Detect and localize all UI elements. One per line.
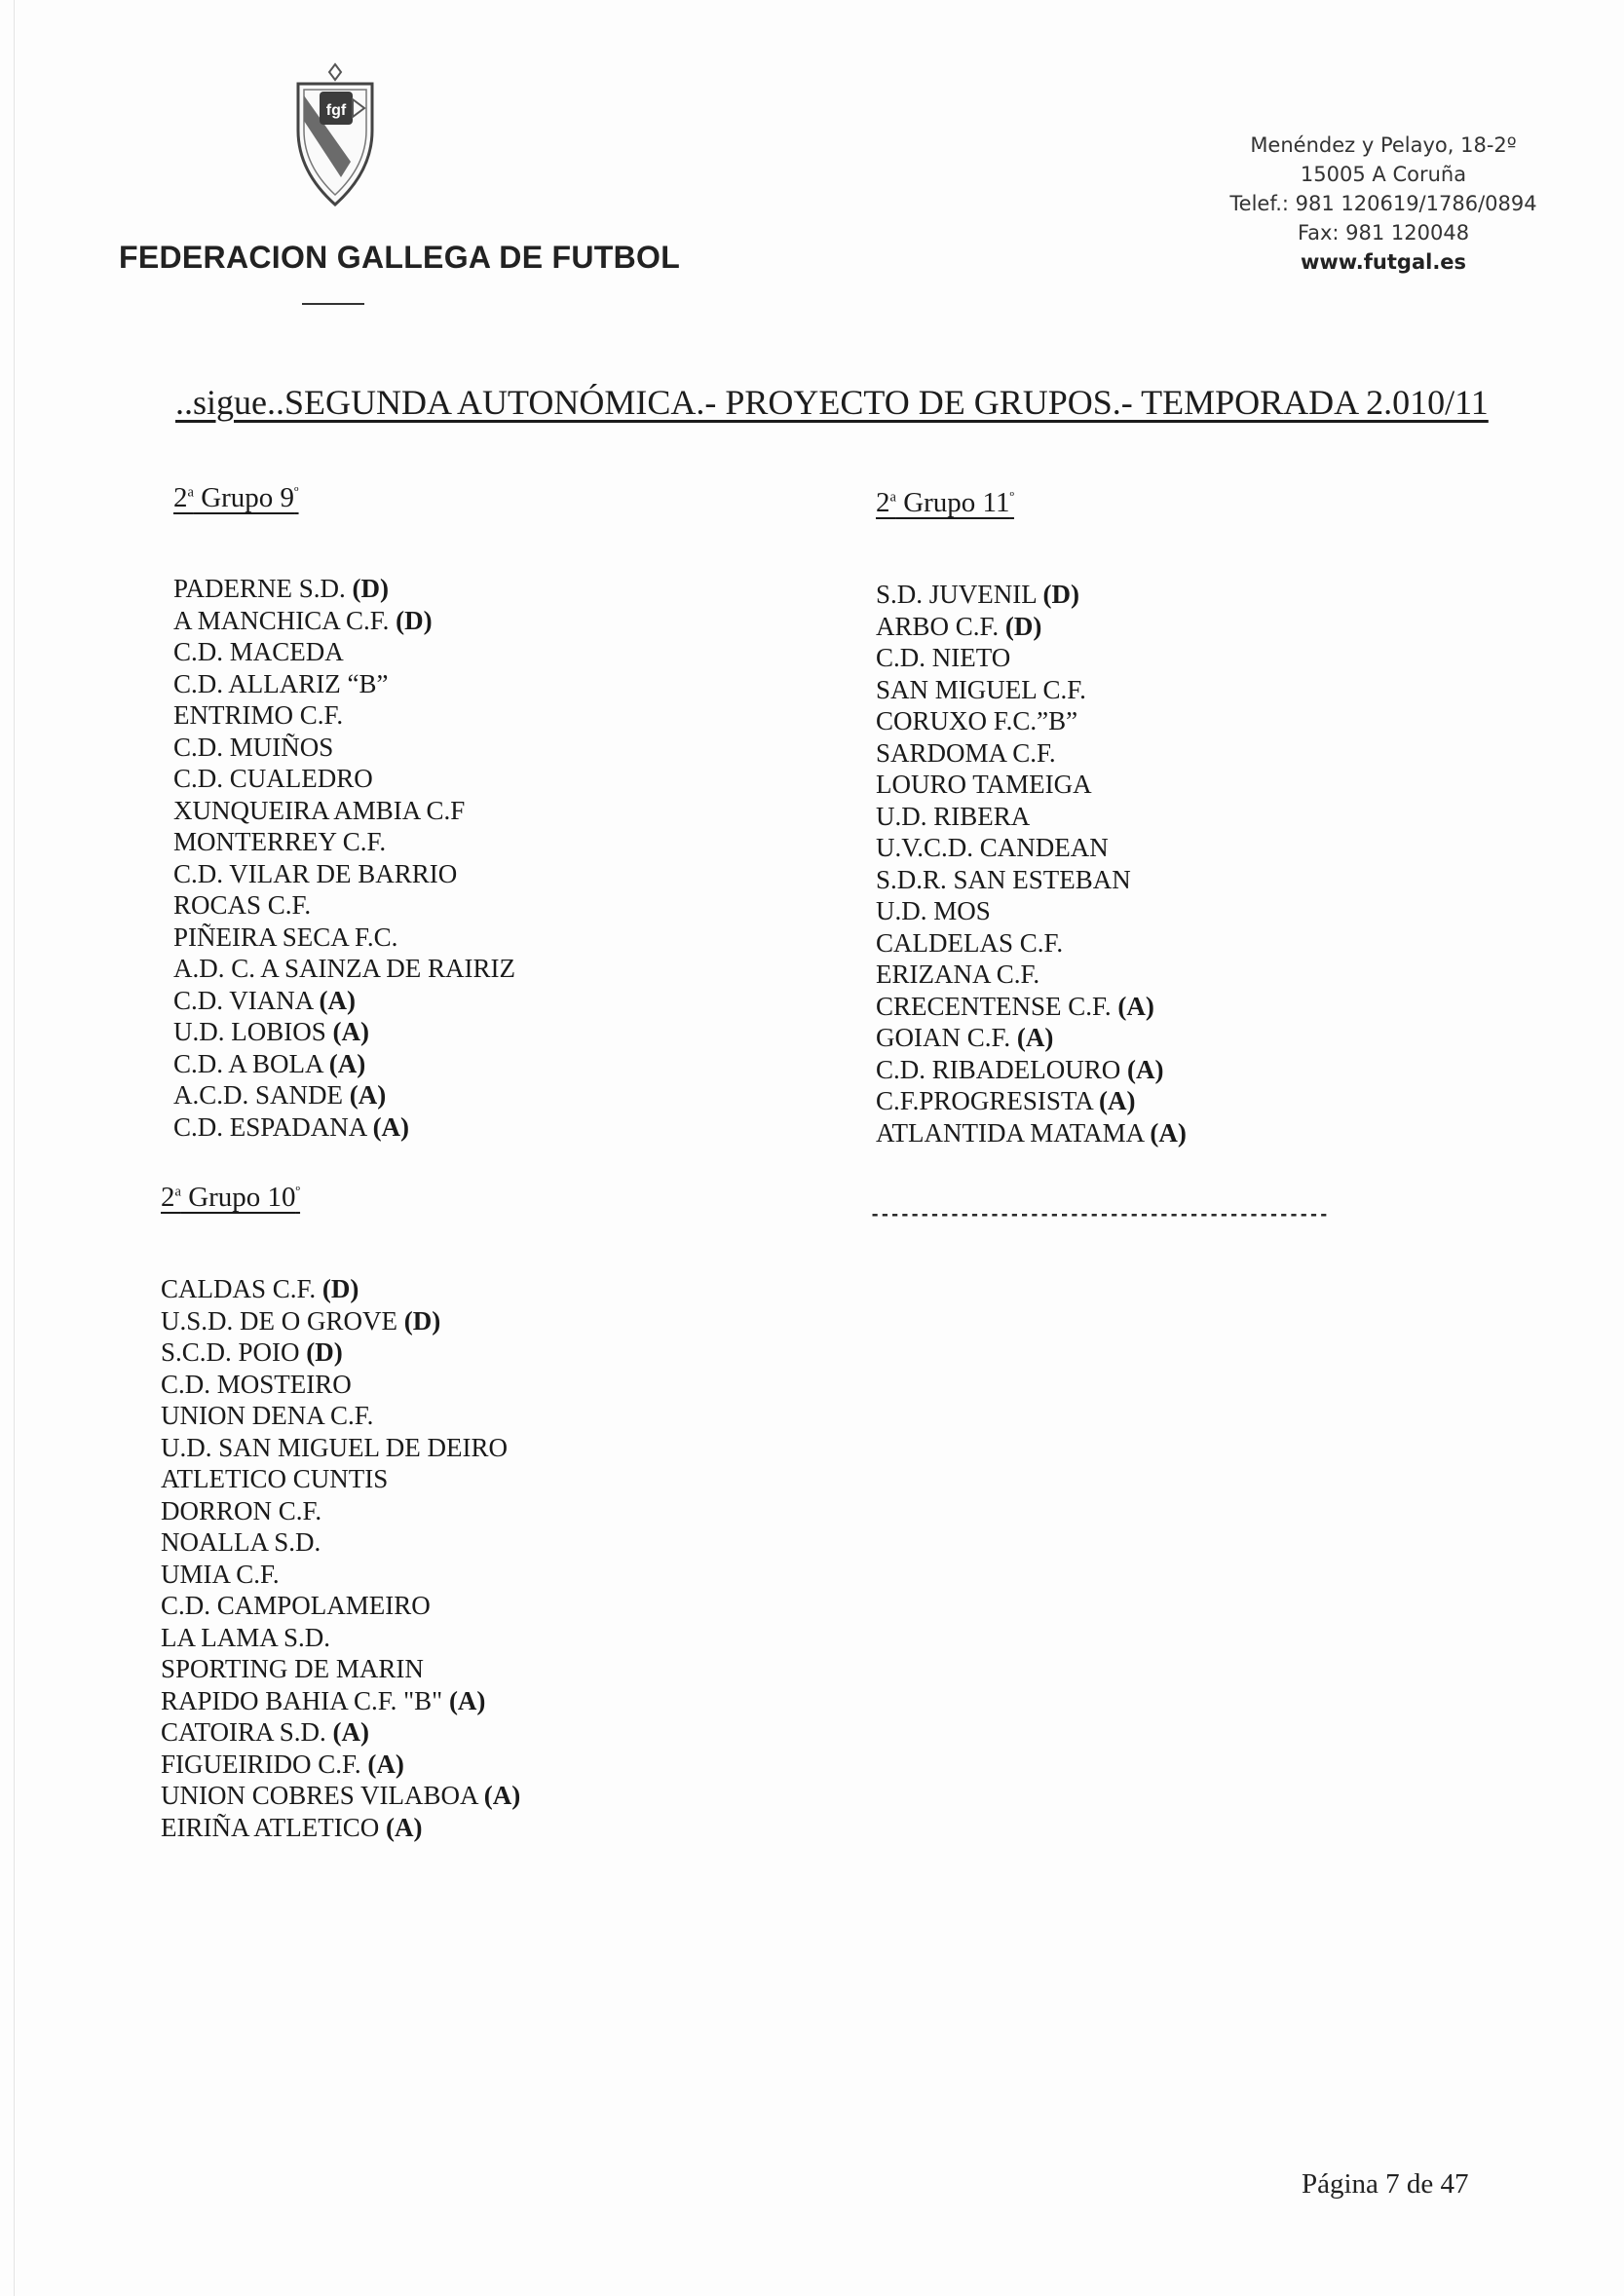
group-11 [876, 487, 1187, 1148]
team-name: NOALLA S.D. [161, 1527, 321, 1557]
team-status-tag: (D) [321, 1274, 359, 1303]
team-name: C.D. CUALEDRO [173, 764, 373, 793]
organization-name: FEDERACION GALLEGA DE FUTBOL [119, 240, 681, 275]
team-name: C.D. MOSTEIRO [161, 1369, 352, 1399]
team-item [161, 1463, 520, 1495]
team-item [876, 801, 1187, 833]
organization-underline [302, 303, 364, 305]
group-11-title-prefix-sup: a [889, 489, 896, 506]
team-item [173, 795, 515, 827]
team-item [876, 864, 1187, 896]
team-status-tag: (D) [1004, 611, 1042, 641]
group-9-title [173, 482, 515, 514]
team-item [173, 636, 515, 668]
team-item [876, 579, 1187, 611]
team-item [161, 1273, 520, 1305]
team-name: S.D. JUVENIL [876, 580, 1037, 609]
team-status-tag: (A) [319, 985, 356, 1015]
team-item [161, 1432, 520, 1464]
team-name: C.D. MUIÑOS [173, 732, 334, 762]
team-status-tag: (A) [1099, 1086, 1136, 1115]
team-item [173, 922, 515, 954]
team-item [173, 985, 515, 1017]
team-item [876, 1117, 1187, 1149]
team-item [876, 1085, 1187, 1117]
team-name: XUNQUEIRA AMBIA C.F [173, 795, 466, 825]
team-item [173, 573, 515, 605]
team-item [161, 1400, 520, 1432]
team-name: CRECENTENSE C.F. [876, 991, 1112, 1021]
team-status-tag: (A) [1016, 1023, 1054, 1052]
team-name: ATLETICO CUNTIS [161, 1464, 389, 1493]
team-item [161, 1559, 520, 1591]
team-item [161, 1526, 520, 1559]
team-status-tag: (A) [1117, 991, 1154, 1021]
contact-fax: Fax: 981 120048 [1297, 221, 1470, 245]
team-name: U.D. LOBIOS [173, 1017, 326, 1046]
group-11-title-prefix: 2 [876, 487, 890, 518]
group-11-title-name-sup: º [1009, 489, 1014, 506]
team-item [173, 1079, 515, 1111]
group-10-team-list [161, 1273, 520, 1843]
group-10-title-name-sup: º [295, 1184, 301, 1200]
team-item [173, 1016, 515, 1048]
team-item [173, 1048, 515, 1080]
team-name: ENTRIMO C.F. [173, 700, 344, 730]
team-item [876, 927, 1187, 960]
team-name: DORRON C.F. [161, 1495, 322, 1525]
team-name: C.D. A BOLA [173, 1048, 323, 1078]
team-name: GOIAN C.F. [876, 1023, 1011, 1052]
team-status-tag: (A) [385, 1812, 423, 1842]
team-item [173, 1111, 515, 1144]
team-item [876, 832, 1187, 864]
team-name: C.F.PROGRESISTA [876, 1086, 1093, 1115]
team-status-tag: (A) [332, 1017, 369, 1046]
team-status-tag: (A) [448, 1685, 486, 1715]
team-name: RAPIDO BAHIA C.F. "B" [161, 1685, 443, 1715]
group-9-title-name-sup: º [294, 484, 299, 501]
team-name: CORUXO F.C.”B” [876, 706, 1078, 735]
team-name: CALDELAS C.F. [876, 927, 1064, 958]
team-name: CATOIRA S.D. [161, 1717, 326, 1747]
team-name: U.S.D. DE O GROVE [161, 1305, 397, 1336]
dashed-separator: ---------------------------------------------- [870, 1205, 1341, 1224]
team-status-tag: (A) [349, 1080, 387, 1110]
team-name: ERIZANA C.F. [876, 960, 1040, 989]
team-item [876, 991, 1187, 1023]
team-name: LA LAMA S.D. [161, 1622, 331, 1652]
team-status-tag: (A) [367, 1749, 404, 1779]
team-name: LOURO TAMEIGA [876, 770, 1092, 799]
group-10-title-name: Grupo 10 [180, 1182, 296, 1213]
team-name: A.D. C. A SAINZA DE RAIRIZ [173, 954, 516, 983]
group-11-title-name: Grupo 11 [895, 487, 1010, 518]
team-item [173, 699, 515, 732]
group-10-title [161, 1182, 520, 1214]
group-9-title-name: Grupo 9 [193, 482, 295, 513]
team-name: U.D. MOS [876, 896, 991, 925]
team-item [161, 1653, 520, 1685]
team-name: UNION COBRES VILABOA [161, 1781, 478, 1810]
team-item [876, 769, 1187, 801]
document-title: ..sigue..SEGUNDA AUTONÓMICA.- PROYECTO DE GRUPOS.- TEMPORADA 2.010/11 [175, 383, 1489, 422]
team-status-tag: (A) [332, 1717, 370, 1747]
team-status-tag: (A) [1150, 1117, 1187, 1148]
team-name: ATLANTIDA MATAMA [876, 1117, 1144, 1148]
team-name: S.C.D. POIO [161, 1337, 300, 1367]
team-item [876, 1054, 1187, 1086]
contact-city: 15005 A Coruña [1300, 163, 1467, 186]
group-11-team-list [876, 579, 1187, 1148]
team-name: C.D. NIETO [876, 643, 1011, 672]
team-name: SPORTING DE MARIN [161, 1654, 424, 1683]
team-name: C.D. VIANA [173, 985, 313, 1015]
team-name: ROCAS C.F. [173, 890, 312, 920]
contact-website-link[interactable]: www.futgal.es [1300, 250, 1467, 274]
team-name: CALDAS C.F. [161, 1274, 317, 1303]
contact-address: Menéndez y Pelayo, 18-2º [1250, 133, 1517, 157]
team-item [876, 674, 1187, 706]
team-item [876, 705, 1187, 737]
team-status-tag: (A) [1127, 1054, 1164, 1084]
team-name: MONTERREY C.F. [173, 827, 387, 856]
group-9-title-prefix-sup: a [187, 484, 194, 501]
group-9 [173, 482, 515, 1143]
contact-block [1208, 131, 1559, 277]
team-item [161, 1590, 520, 1622]
team-item [161, 1495, 520, 1527]
team-name: PIÑEIRA SECA F.C. [173, 922, 398, 952]
team-item [161, 1685, 520, 1717]
team-name: ARBO C.F. [876, 611, 1000, 641]
team-item [161, 1749, 520, 1781]
team-item [173, 668, 515, 700]
team-item [161, 1812, 520, 1844]
team-item [161, 1780, 520, 1812]
team-status-tag: (A) [372, 1111, 410, 1142]
team-item [876, 611, 1187, 643]
team-item [173, 858, 515, 890]
team-name: U.V.C.D. CANDEAN [876, 833, 1109, 862]
team-item [173, 889, 515, 922]
group-10-title-prefix-sup: a [174, 1184, 181, 1200]
team-status-tag: (D) [396, 605, 433, 635]
team-name: U.D. RIBERA [876, 801, 1031, 831]
team-status-tag: (D) [403, 1305, 441, 1336]
team-status-tag: (A) [328, 1048, 366, 1078]
group-11-title [876, 487, 1187, 519]
group-10-title-prefix: 2 [161, 1182, 175, 1213]
team-status-tag: (D) [1042, 580, 1079, 609]
team-name: A.C.D. SANDE [173, 1080, 344, 1110]
page-number: Página 7 de 47 [1302, 2168, 1469, 2200]
team-status-tag: (D) [352, 574, 390, 603]
team-name: C.D. ESPADANA [173, 1111, 366, 1142]
team-name: SARDOMA C.F. [876, 737, 1056, 768]
team-item [876, 895, 1187, 927]
team-item [161, 1622, 520, 1654]
team-item [173, 763, 515, 795]
federation-logo-icon [290, 62, 380, 208]
svg-text:fgf: fgf [325, 102, 347, 119]
team-item [876, 737, 1187, 770]
team-item [161, 1716, 520, 1749]
team-name: C.D. RIBADELOURO [876, 1054, 1121, 1084]
team-name: C.D. MACEDA [173, 637, 344, 666]
team-name: A MANCHICA C.F. [173, 605, 390, 635]
team-item [161, 1336, 520, 1369]
group-9-team-list [173, 573, 515, 1143]
team-name: FIGUEIRIDO C.F. [161, 1749, 361, 1779]
team-status-tag: (A) [483, 1781, 521, 1810]
team-item [173, 953, 515, 985]
team-item [173, 605, 515, 637]
team-name: U.D. SAN MIGUEL DE DEIRO [161, 1432, 508, 1462]
contact-phone: Telef.: 981 120619/1786/0894 [1229, 192, 1537, 215]
team-item [876, 1022, 1187, 1054]
group-10 [161, 1182, 520, 1843]
team-name: C.D. CAMPOLAMEIRO [161, 1591, 431, 1620]
group-9-title-prefix: 2 [173, 482, 188, 513]
team-item [173, 826, 515, 858]
team-name: PADERNE S.D. [173, 574, 346, 603]
team-name: S.D.R. SAN ESTEBAN [876, 864, 1131, 894]
team-item [161, 1305, 520, 1337]
page-edge [14, 0, 15, 2296]
team-item [876, 959, 1187, 991]
team-status-tag: (D) [306, 1337, 343, 1367]
team-name: EIRIÑA ATLETICO [161, 1812, 380, 1842]
team-name: SAN MIGUEL C.F. [876, 674, 1086, 704]
team-name: UMIA C.F. [161, 1559, 280, 1589]
team-name: UNION DENA C.F. [161, 1401, 374, 1430]
team-item [876, 642, 1187, 674]
team-name: C.D. ALLARIZ “B” [173, 668, 389, 698]
team-item [173, 732, 515, 764]
team-name: C.D. VILAR DE BARRIO [173, 858, 458, 888]
team-item [161, 1369, 520, 1401]
